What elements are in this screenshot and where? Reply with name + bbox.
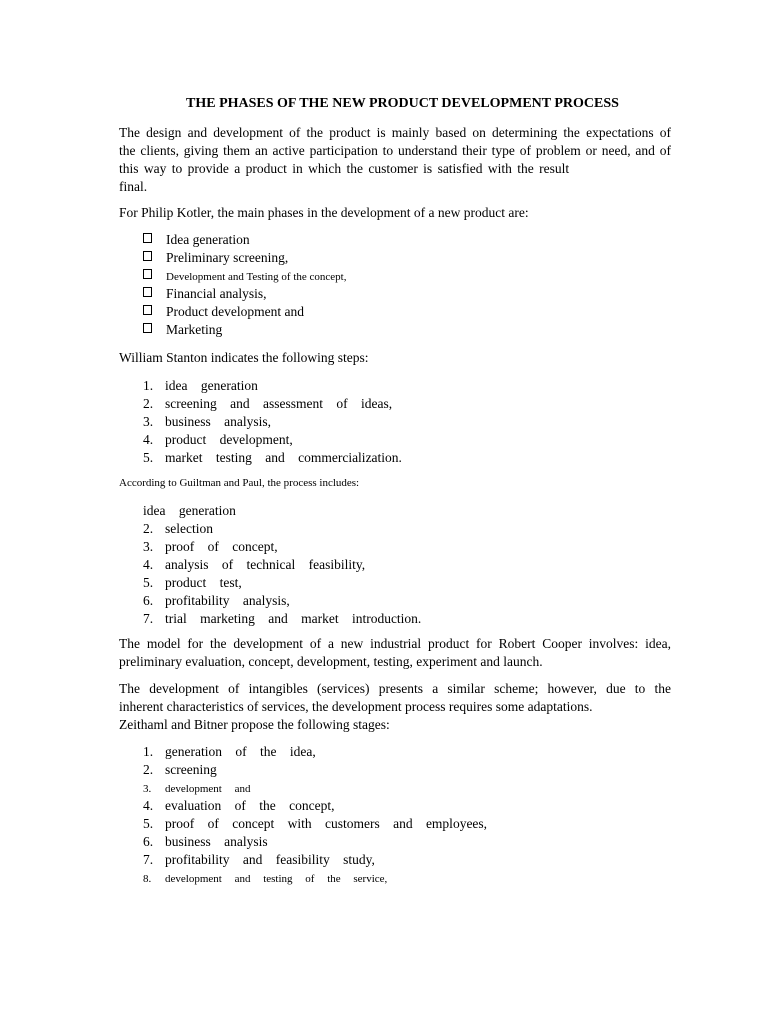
stanton-intro: William Stanton indicates the following steps: [119,350,369,365]
list-item: 2. screening [143,762,217,777]
bullet-icon [143,287,152,297]
paragraph-line: The development of intangibles (services) presents a similar scheme; however, due to the [119,681,671,696]
list-item: 7. trial marketing and market introduction. [143,611,422,626]
paragraph-line: inherent characteristics of services, the development process requires some adaptations. [119,699,593,714]
stanton-list [143,377,402,467]
bullet-icon [143,251,152,261]
list-item: 5. proof of concept with customers and employees, [143,816,488,831]
cooper-paragraph [119,635,671,671]
list-item: 1. idea generation [143,378,258,393]
list-item: Preliminary screening, [143,249,346,267]
list-item: 4. analysis of technical feasibility, [143,557,366,572]
paragraph-line: final. [119,179,148,194]
list-item: 3. development and [143,783,251,795]
list-item: 3. proof of concept, [143,539,278,554]
kotler-intro: For Philip Kotler, the main phases in the development of a new product are: [119,205,529,220]
paragraph-line: Zeithaml and Bitner propose the following stages: [119,717,390,732]
list-item: 4. evaluation of the concept, [143,798,335,813]
list-item: idea generation [143,503,236,518]
kotler-list [143,231,346,339]
document-title: THE PHASES OF THE NEW PRODUCT DEVELOPMENT PROCESS [186,96,619,111]
list-item: Development and Testing of the concept, [143,267,346,285]
list-item: 6. business analysis [143,834,268,849]
list-item: Marketing [143,321,346,339]
list-item: 4. product development, [143,432,293,447]
list-item: Idea generation [143,231,346,249]
zeithaml-list [143,743,487,887]
list-item: 3. business analysis, [143,414,271,429]
intro-paragraph [119,124,671,196]
paragraph-line: preliminary evaluation, concept, development, testing, experiment and launch. [119,654,543,669]
list-item: 5. market testing and commercialization. [143,450,402,465]
list-item: Product development and [143,303,346,321]
paragraph-line: The model for the development of a new industrial product for Robert Cooper involves: idea, [119,636,671,651]
guiltinan-list [143,502,421,628]
list-item: 2. screening and assessment of ideas, [143,396,393,411]
paragraph-line: this way to provide a product in which the customer is satisfied with the result [119,161,570,176]
list-item: Financial analysis, [143,285,346,303]
list-item: 6. profitability analysis, [143,593,290,608]
list-item: 8. development and testing of the service, [143,873,388,885]
guiltinan-intro: According to Guiltman and Paul, the process includes: [119,477,360,489]
services-paragraph [119,680,671,734]
bullet-icon [143,323,152,333]
list-item: 7. profitability and feasibility study, [143,852,375,867]
list-item: 1. generation of the idea, [143,744,316,759]
list-item: 5. product test, [143,575,242,590]
list-item: 2. selection [143,521,213,536]
bullet-icon [143,233,152,243]
bullet-icon [143,269,152,279]
bullet-icon [143,305,152,315]
paragraph-line: the clients, giving them an active participation to understand their type of problem or need, and of [119,143,671,158]
paragraph-line: The design and development of the product is mainly based on determining the expectations of [119,125,671,140]
